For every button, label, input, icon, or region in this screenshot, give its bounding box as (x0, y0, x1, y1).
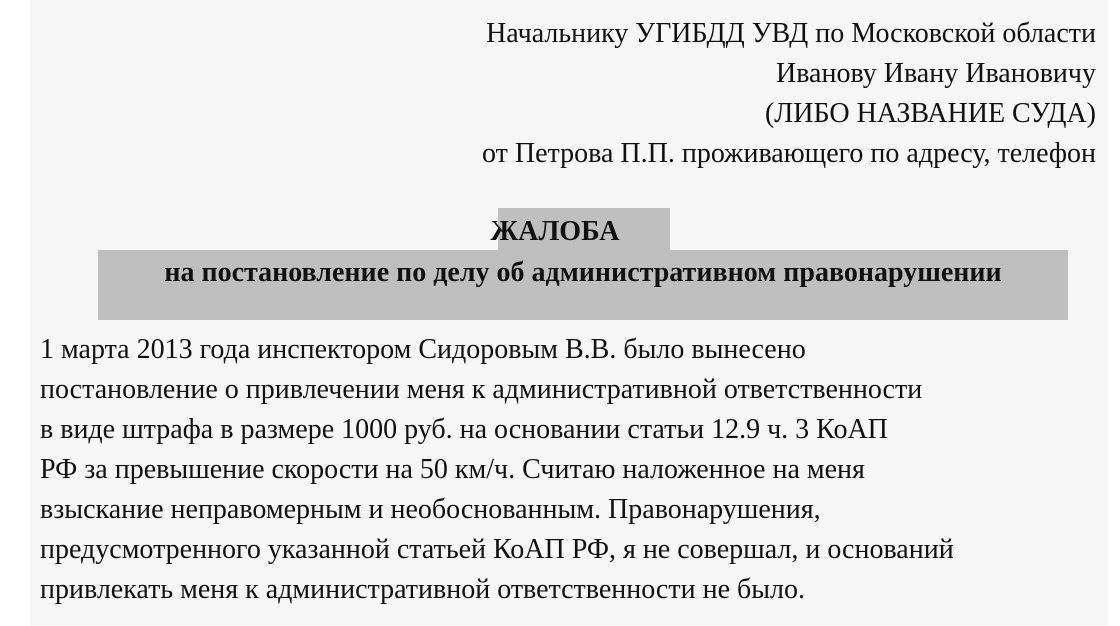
addressee-line-sender: от Петрова П.П. проживающего по адресу, телефон (482, 138, 1096, 169)
addressee-line-recipient: Начальнику УГИБДД УВД по Московской области (486, 18, 1096, 49)
body-line: постановление о привлечении меня к административной ответственности (40, 374, 923, 405)
addressee-line-name: Иванову Ивану Ивановичу (775, 58, 1096, 89)
complaint-body (40, 330, 1110, 610)
body-line: предусмотренного указанной статьей КоАП РФ, я не совершал, и оснований (40, 534, 954, 565)
body-line: привлекать меня к административной ответственности не было. (40, 574, 806, 605)
addressee-block (482, 14, 1096, 174)
addressee-line-court-alt: (ЛИБО НАЗВАНИЕ СУДА) (764, 98, 1096, 129)
document-page (30, 0, 1108, 626)
document-title: ЖАЛОБА (490, 216, 620, 247)
body-line: в виде штрафа в размере 1000 руб. на основании статьи 12.9 ч. 3 КоАП (40, 414, 888, 445)
body-line: взыскание неправомерным и необоснованным. Правонарушения, (40, 494, 821, 525)
body-line: 1 марта 2013 года инспектором Сидоровым В.В. было вынесено (40, 334, 806, 365)
document-subtitle: на постановление по делу об административном правонарушении (164, 257, 1002, 288)
body-line: РФ за превышение скорости на 50 км/ч. Считаю наложенное на меня (40, 454, 865, 485)
